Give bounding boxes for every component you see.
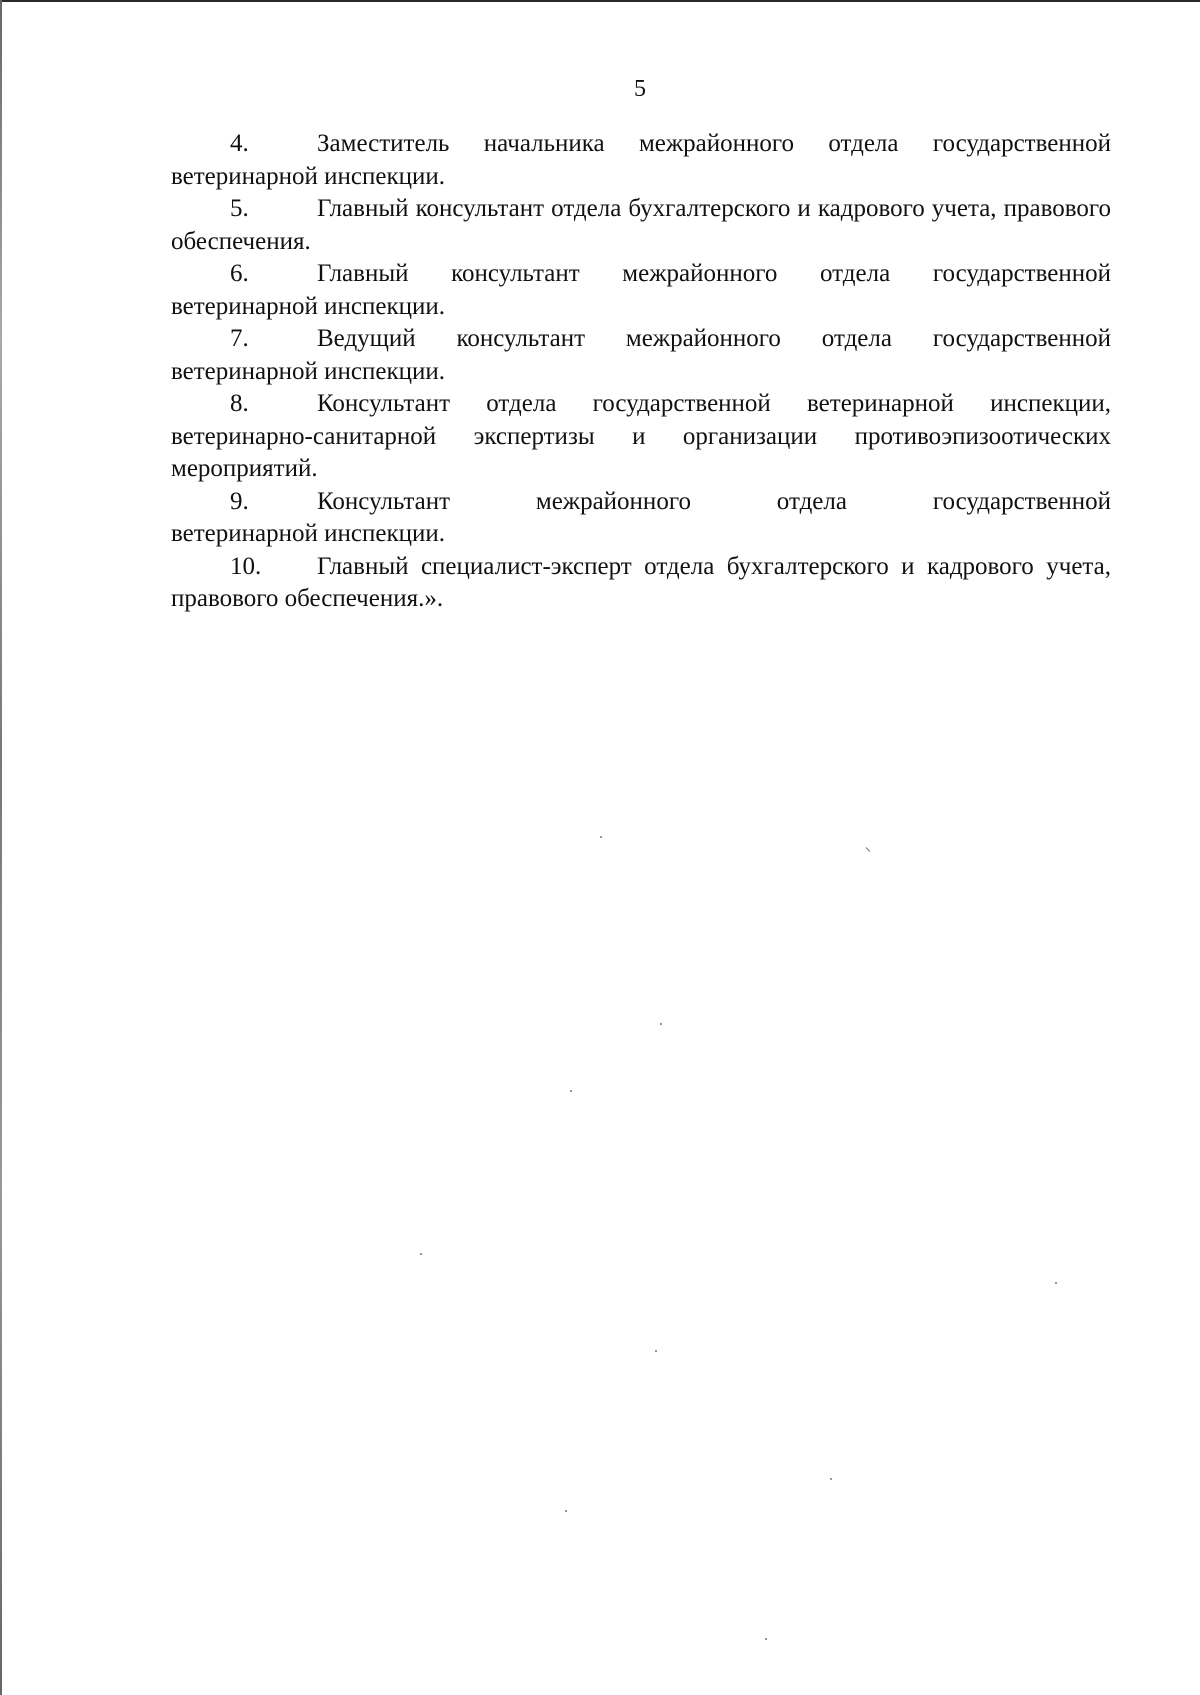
scan-speck — [866, 847, 871, 852]
item-number: 7. — [230, 325, 249, 352]
list-item — [171, 323, 1111, 388]
scan-speck — [765, 1638, 767, 1640]
item-text: Заместитель начальника межрайонного отдела государственной ветеринарной инспекции. — [171, 130, 1111, 190]
item-text: Главный консультант отдела бухгалтерского и кадрового учета, правового обеспечения. — [171, 195, 1111, 255]
scan-speck — [570, 1090, 572, 1092]
document-body — [171, 128, 1111, 616]
item-text: Консультант отдела государственной ветеринарной инспекции, ветеринарно-санитарной экспертизы и организации противоэпизоотических мероприятий. — [171, 390, 1111, 482]
page-number: 5 — [634, 76, 646, 102]
list-item — [171, 128, 1111, 193]
item-text-line-2: ветеринарной инспекции. — [171, 520, 445, 547]
item-text: Ведущий консультант межрайонного отдела государственной ветеринарной инспекции. — [171, 325, 1111, 385]
item-number: 4. — [230, 130, 249, 157]
scan-speck — [830, 1478, 832, 1480]
item-number: 9. — [230, 487, 249, 515]
item-number: 10. — [230, 552, 262, 580]
scan-left-edge — [0, 0, 2, 1695]
list-item — [171, 486, 1111, 551]
item-text-line-1: Консультант межрайонного отдела государственной — [317, 487, 1111, 515]
list-item — [171, 193, 1111, 258]
scan-speck — [420, 1253, 422, 1255]
item-number: 8. — [230, 390, 249, 417]
item-number: 5. — [230, 195, 249, 222]
item-text: Главный специалист-эксперт отдела бухгалтерского и кадрового учета, правового обеспечения.». — [171, 552, 1111, 612]
list-item — [171, 258, 1111, 323]
list-item — [171, 388, 1111, 486]
scan-speck — [565, 1510, 567, 1512]
scan-speck — [660, 1023, 662, 1025]
item-text: Главный консультант межрайонного отдела государственной ветеринарной инспекции. — [171, 260, 1111, 320]
item-number: 6. — [230, 260, 249, 287]
scan-speck — [600, 836, 602, 838]
scan-top-edge — [0, 0, 1200, 2]
scan-speck — [1055, 1282, 1057, 1284]
scan-speck — [655, 1350, 657, 1352]
list-item — [171, 551, 1111, 616]
